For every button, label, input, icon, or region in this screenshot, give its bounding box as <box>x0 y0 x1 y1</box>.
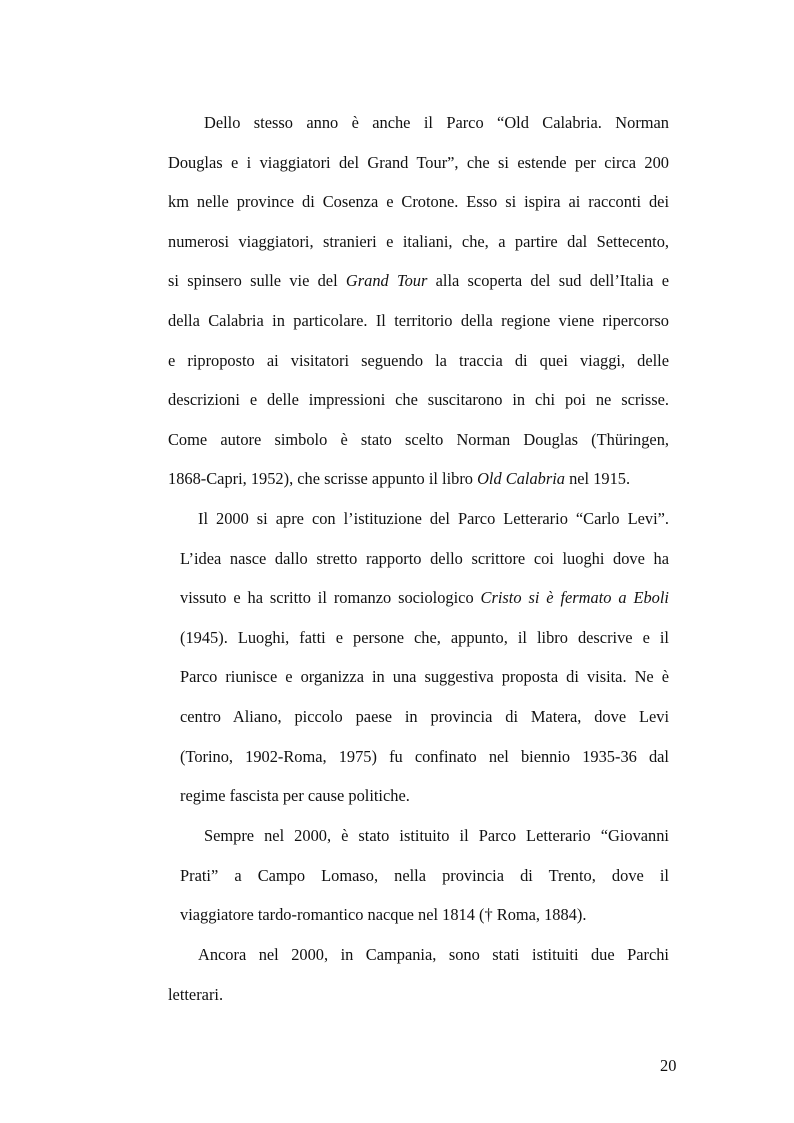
text-line: e riproposto ai visitatori seguendo la traccia di quei viaggi, delle <box>168 350 669 370</box>
text-line: Prati” a Campo Lomaso, nella provincia di Trento, dove il <box>180 865 669 885</box>
book-title-grand-tour: Grand Tour <box>345 271 428 291</box>
text-line: centro Aliano, piccolo paese in provincia di Matera, dove Levi <box>180 706 669 726</box>
text-line: Dello stesso anno è anche il Parco “Old Calabria. Norman <box>204 113 669 132</box>
text-line: si spinsero sulle vie del Grand Tour alla scoperta del sud dell’Italia e <box>168 271 669 291</box>
text-line: Parco riunisce e organizza in una suggestiva proposta di visita. Ne è <box>180 667 669 687</box>
text-line: letterari. <box>168 984 224 1004</box>
text-line: L’idea nasce dallo stretto rapporto dello scrittore coi luoghi dove ha <box>180 548 669 568</box>
text-line: viaggiatore tardo-romantico nacque nel 1814 († Roma, 1884). <box>180 905 587 925</box>
text-line: km nelle province di Cosenza e Crotone. Esso si ispira ai racconti dei <box>168 192 669 212</box>
text-line: Ancora nel 2000, in Campania, sono stati istituiti due Parchi <box>198 945 669 964</box>
book-title-cristo-si-e-fermato-a-eboli: Cristo si è fermato a Eboli <box>480 588 669 608</box>
text-line: numerosi viaggiatori, stranieri e italiani, che, a partire dal Settecento, <box>168 231 669 251</box>
paragraph-giovanni-prati <box>180 816 669 935</box>
page-number: 20 <box>660 1056 677 1075</box>
paragraph-carlo-levi <box>168 499 669 816</box>
book-title-old-calabria: Old Calabria <box>477 469 565 489</box>
text-line: 1868-Capri, 1952), che scrisse appunto il libro Old Calabria nel 1915. <box>168 469 631 489</box>
text-line: Douglas e i viaggiatori del Grand Tour”, che si estende per circa 200 <box>168 152 669 172</box>
text-line: descrizioni e delle impressioni che suscitarono in chi poi ne scrisse. <box>168 390 669 410</box>
paragraph-campania <box>168 935 669 1014</box>
text-line: vissuto e ha scritto il romanzo sociologico Cristo si è fermato a Eboli <box>180 588 669 608</box>
text-line: Come autore simbolo è stato scelto Norman Douglas (Thüringen, <box>168 429 669 449</box>
text-line: (Torino, 1902-Roma, 1975) fu confinato nel biennio 1935-36 dal <box>180 746 669 766</box>
paragraph-old-calabria <box>168 103 669 499</box>
text-line: regime fascista per cause politiche. <box>180 786 410 806</box>
text-line: Il 2000 si apre con l’istituzione del Parco Letterario “Carlo Levi”. <box>198 509 669 528</box>
text-line: della Calabria in particolare. Il territorio della regione viene ripercorso <box>168 310 669 330</box>
text-line: Sempre nel 2000, è stato istituito il Parco Letterario “Giovanni <box>204 826 669 845</box>
text-line: (1945). Luoghi, fatti e persone che, appunto, il libro descrive e il <box>180 627 669 647</box>
